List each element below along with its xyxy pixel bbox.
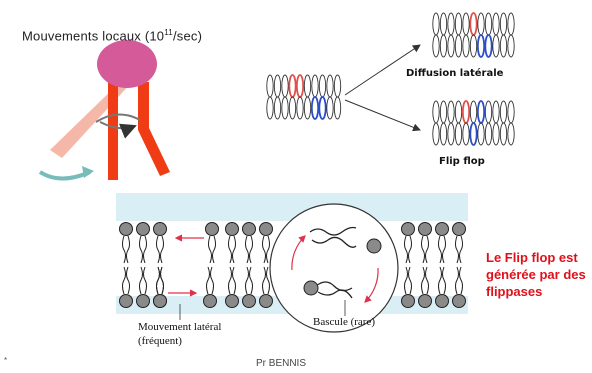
lipid-head [206, 223, 219, 236]
lipid-head [120, 223, 133, 236]
lipid-bottom [508, 35, 514, 57]
lipid-bottom [463, 123, 469, 145]
lipid-bottom [470, 123, 476, 145]
lipid-bottom [478, 35, 484, 57]
lipid-top [440, 101, 446, 123]
lipid-top [485, 101, 491, 123]
lipid-top [319, 75, 325, 97]
lipid-head [226, 295, 239, 308]
lipid-bottom [267, 97, 273, 119]
lipid-head [204, 295, 217, 308]
lipid-head [436, 223, 449, 236]
lipid-top [448, 101, 454, 123]
lipid-head [243, 295, 256, 308]
lipid-head [436, 295, 449, 308]
lipid-bottom [448, 35, 454, 57]
lipid-bottom [500, 35, 506, 57]
lipid-head [260, 223, 273, 236]
lipid-top [508, 13, 514, 35]
lipid-top [274, 75, 280, 97]
lipid-bottom [304, 97, 310, 119]
lipid-head [453, 223, 466, 236]
lipid-top [455, 13, 461, 35]
lipid-top [282, 75, 288, 97]
lipid-top [433, 13, 439, 35]
lipid-bottom [312, 97, 318, 119]
lipid-bottom [485, 123, 491, 145]
lipid-bottom [440, 123, 446, 145]
lipid-top [433, 101, 439, 123]
lipid-bottom [485, 35, 491, 57]
lipid-bottom [319, 97, 325, 119]
lipid-bottom [433, 35, 439, 57]
lipid-top [297, 75, 303, 97]
flip-flop-label: Flip flop [439, 156, 485, 167]
lipid-top [267, 75, 273, 97]
lipid-head [419, 295, 432, 308]
lipid-bottom [470, 35, 476, 57]
bascule-label: Bascule (rare) [313, 316, 375, 328]
lipid-bottom [334, 97, 340, 119]
lipid-head [154, 295, 167, 308]
lipid-bottom [493, 35, 499, 57]
lipid-head [243, 223, 256, 236]
lipid-bottom [274, 97, 280, 119]
right-tail [138, 82, 170, 176]
lipid-top [500, 101, 506, 123]
lipid-bottom [448, 123, 454, 145]
lipid-bottom [433, 123, 439, 145]
rotation-title: Mouvements locaux $(10^{11}/\sec)$ [22, 28, 203, 44]
lipid-bottom [289, 97, 295, 119]
phospholipid-rotation [40, 40, 170, 180]
lipid-bottom [463, 35, 469, 57]
lipid-top [440, 13, 446, 35]
lipid-top [448, 13, 454, 35]
bascule-circle [270, 204, 398, 332]
lipid-bottom [478, 123, 484, 145]
lipid-bottom [455, 35, 461, 57]
arrow-to-flipflop [345, 100, 420, 130]
lipid-head [419, 223, 432, 236]
lipid-top [500, 13, 506, 35]
lipid-head [154, 223, 167, 236]
lipid-head [120, 295, 133, 308]
lipid-head [402, 223, 415, 236]
lipid-top [508, 101, 514, 123]
footer-star: * [4, 356, 8, 365]
rotation-arrow-lower [40, 172, 90, 179]
lipid-bottom [493, 123, 499, 145]
lipid-bottom [455, 123, 461, 145]
lipid-top [493, 101, 499, 123]
lipid-top [334, 75, 340, 97]
lipid-head [453, 295, 466, 308]
lipid-top [470, 13, 476, 35]
flippase-note: Le Flip flop est générée par des flippases [486, 250, 586, 299]
lipid-top [493, 13, 499, 35]
faded-tail [50, 82, 132, 158]
lipid-bottom [500, 123, 506, 145]
lipid-head [137, 295, 150, 308]
left-tail [108, 82, 118, 180]
lipid-top [485, 13, 491, 35]
diffusion-laterale-label: Diffusion latérale [406, 68, 504, 79]
lipid-top [478, 13, 484, 35]
lipid-bottom [440, 35, 446, 57]
lipid-top [455, 101, 461, 123]
frequent-label: (fréquent) [138, 335, 182, 347]
lipid-top [327, 75, 333, 97]
lipid-top [463, 13, 469, 35]
lipid-top [463, 101, 469, 123]
lipid-head [402, 295, 415, 308]
footer-author: Pr BENNIS [256, 358, 307, 369]
lipid-bottom [508, 123, 514, 145]
lipid-top [289, 75, 295, 97]
lipid-bottom [282, 97, 288, 119]
polar-head [97, 40, 157, 88]
lipid-top [312, 75, 318, 97]
lipid-top [470, 101, 476, 123]
lipid-top [304, 75, 310, 97]
lipid-bottom [297, 97, 303, 119]
lipid-head [226, 223, 239, 236]
lipid-bottom [327, 97, 333, 119]
lipid-head [260, 295, 273, 308]
lipid-top [478, 101, 484, 123]
lipid-head [137, 223, 150, 236]
mouvement-lateral-label: Mouvement latéral [138, 321, 222, 333]
